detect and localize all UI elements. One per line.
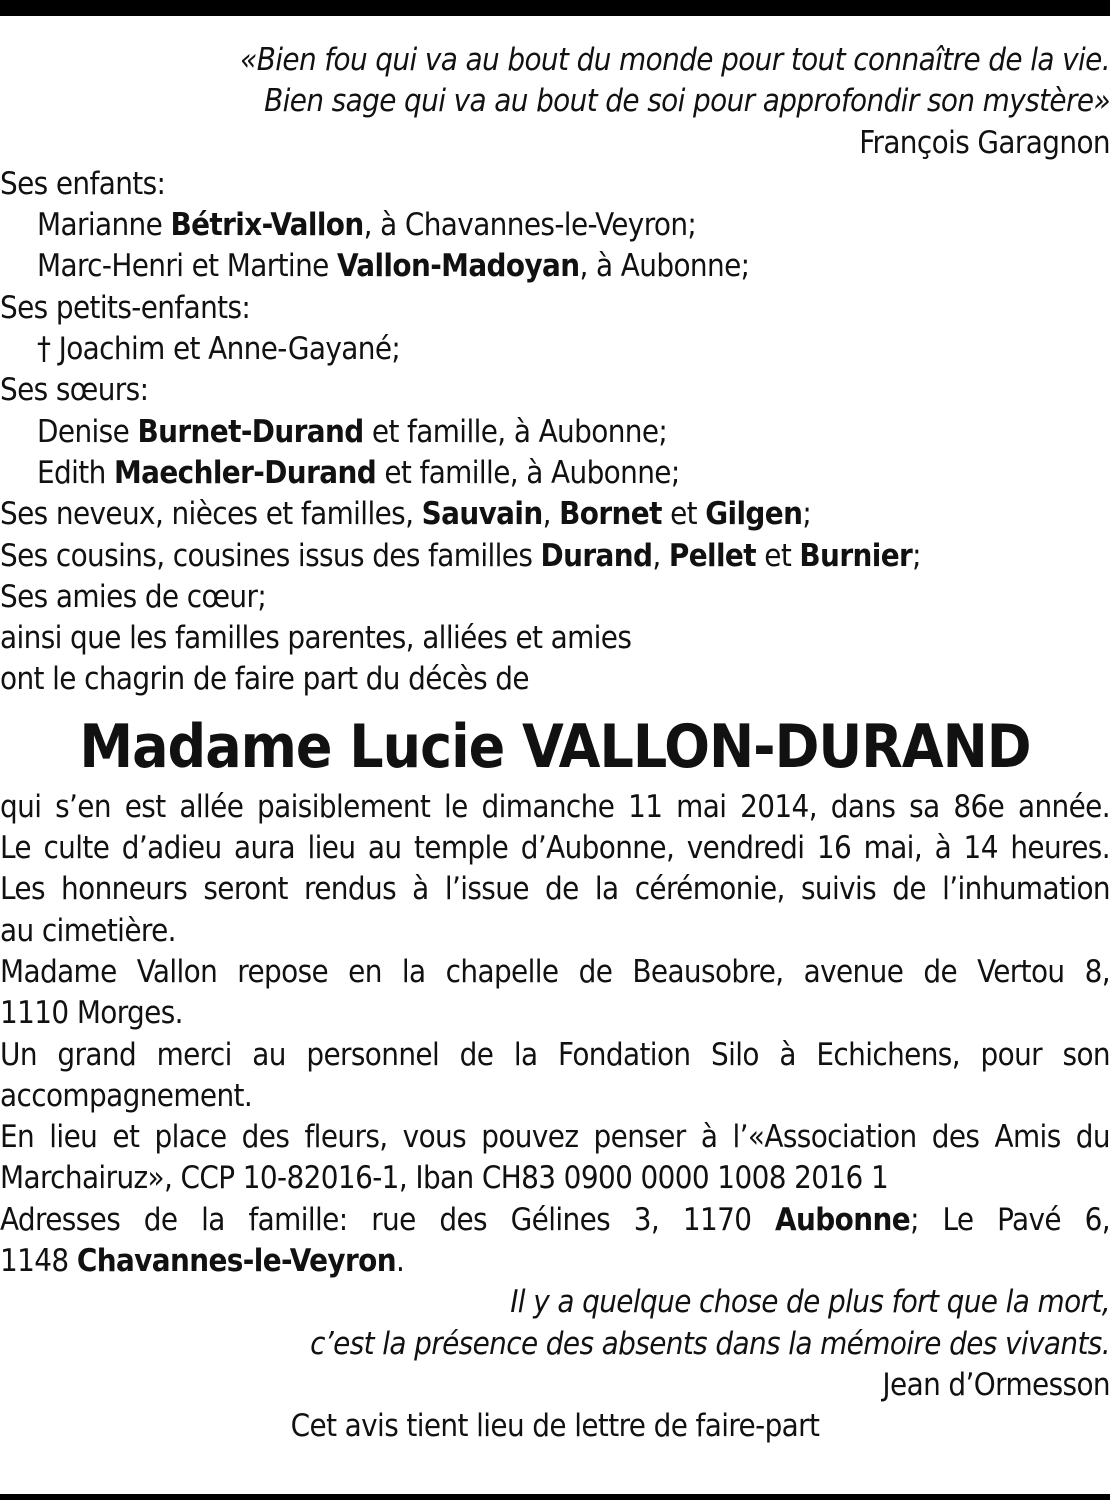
obituary-notice: [0, 40, 1110, 1448]
footer-note: Cet avis tient lieu de lettre de faire-part: [290, 1408, 820, 1445]
details-line-2: Le culte d’adieu aura lieu au temple d’Aubonne, vendredi 16 mai, à 14 heures.: [0, 830, 1110, 867]
cousins-separator-1: ,: [652, 537, 669, 574]
addresses-line-2: [0, 1241, 1110, 1282]
bottom-rule: [0, 1494, 1110, 1500]
top-rule: [0, 0, 1110, 16]
details-line-6: 1110 Morges.: [0, 995, 183, 1032]
nephews-separator-2: et: [661, 496, 706, 533]
details-line-7: Un grand merci au personnel de la Fondation Silo à Echichens, pour son: [0, 1036, 1110, 1073]
sister-1-place: et famille, à Aubonne;: [363, 413, 668, 450]
epigraph-line-1: «Bien fou qui va au bout du monde pour tout connaître de la vie.: [240, 42, 1110, 78]
addresses-prefix: Adresses de la famille: rue des Gélines 3, 1170: [0, 1201, 776, 1238]
cousins-separator-2: et: [756, 537, 800, 574]
sister-2-first-name: Edith: [37, 454, 114, 491]
details-line-9: En lieu et place des fleurs, vous pouvez penser à l’«Association des Amis du: [0, 1119, 1110, 1156]
addresses-line-1: [0, 1200, 1110, 1241]
grandchildren-heading: Ses petits-enfants:: [0, 289, 251, 326]
grandchildren-line: † Joachim et Anne-Gayané;: [37, 331, 401, 368]
sister-2-surname: Maechler-Durand: [113, 454, 377, 491]
closing-quote-author: Jean d’Ormesson: [882, 1366, 1110, 1403]
sister-line-1: [0, 412, 1110, 453]
child-1-first-name: Marianne: [37, 207, 171, 244]
child-1-surname: Bétrix-Vallon: [170, 207, 364, 244]
child-line-2: [0, 246, 1110, 287]
details-line-3: Les honneurs seront rendus à l’issue de la cérémonie, suivis de l’inhumation: [0, 871, 1110, 908]
child-2-place: , à Aubonne;: [579, 248, 750, 285]
cousins-family-3: Burnier: [799, 537, 913, 574]
child-line-1: [0, 205, 1110, 246]
families-line: ainsi que les familles parentes, alliées et amies: [0, 620, 632, 657]
cousins-family-2: Pellet: [668, 537, 756, 574]
cousins-line: [0, 536, 1110, 577]
nephews-line: [0, 494, 1110, 535]
cousins-prefix: Ses cousins, cousines issus des familles: [0, 537, 541, 574]
closing-quote-line-1: Il y a quelque chose de plus fort que la mort,: [510, 1284, 1110, 1321]
announcement-line: ont le chagrin de faire part du décès de: [0, 661, 529, 698]
details-line-5: Madame Vallon repose en la chapelle de Beausobre, avenue de Vertou 8,: [0, 953, 1110, 990]
child-2-first-name: Marc-Henri et Martine: [37, 248, 337, 285]
nephews-prefix: Ses neveux, nièces et familles,: [0, 496, 422, 533]
sister-line-2: [0, 453, 1110, 494]
nephews-family-1: Sauvain: [421, 496, 543, 533]
details-line-8: accompagnement.: [0, 1077, 253, 1114]
nephews-end: ;: [802, 496, 812, 533]
addresses-city-1: Aubonne: [775, 1201, 911, 1238]
epigraph-author: François Garagnon: [859, 124, 1110, 161]
nephews-family-3: Gilgen: [705, 496, 803, 533]
nephews-separator-1: ,: [542, 496, 560, 533]
details-line-4: au cimetière.: [0, 912, 176, 949]
child-2-surname: Vallon-Madoyan: [336, 248, 580, 285]
sister-1-first-name: Denise: [37, 413, 138, 450]
addresses-end: .: [395, 1243, 405, 1280]
epigraph-line-2: Bien sage qui va au bout de soi pour approfondir son mystère»: [264, 83, 1110, 120]
children-heading: Ses enfants:: [0, 165, 166, 202]
addresses-city-2: Chavannes-le-Veyron: [76, 1243, 396, 1280]
sister-1-surname: Burnet-Durand: [137, 413, 364, 450]
cousins-family-1: Durand: [540, 537, 653, 574]
sister-2-place: et famille, à Aubonne;: [376, 454, 680, 491]
details-line-10: Marchairuz», CCP 10-82016-1, Iban CH83 0900 0000 1008 2016 1: [0, 1160, 889, 1197]
cousins-end: ;: [912, 537, 921, 574]
nephews-family-2: Bornet: [559, 496, 662, 533]
details-line-1: qui s’en est allée paisiblement le dimanche 11 mai 2014, dans sa 86e année.: [0, 788, 1110, 825]
addresses-zip-2: 1148: [0, 1243, 77, 1280]
addresses-middle: ; Le Pavé 6,: [910, 1201, 1110, 1238]
child-1-place: , à Chavannes-le-Veyron;: [363, 207, 697, 244]
friends-line: Ses amies de cœur;: [0, 578, 267, 615]
closing-quote-line-2: c’est la présence des absents dans la mémoire des vivants.: [310, 1325, 1110, 1362]
deceased-name: Madame Lucie VALLON-DURAND: [79, 711, 1031, 782]
sisters-heading: Ses sœurs:: [0, 372, 149, 409]
